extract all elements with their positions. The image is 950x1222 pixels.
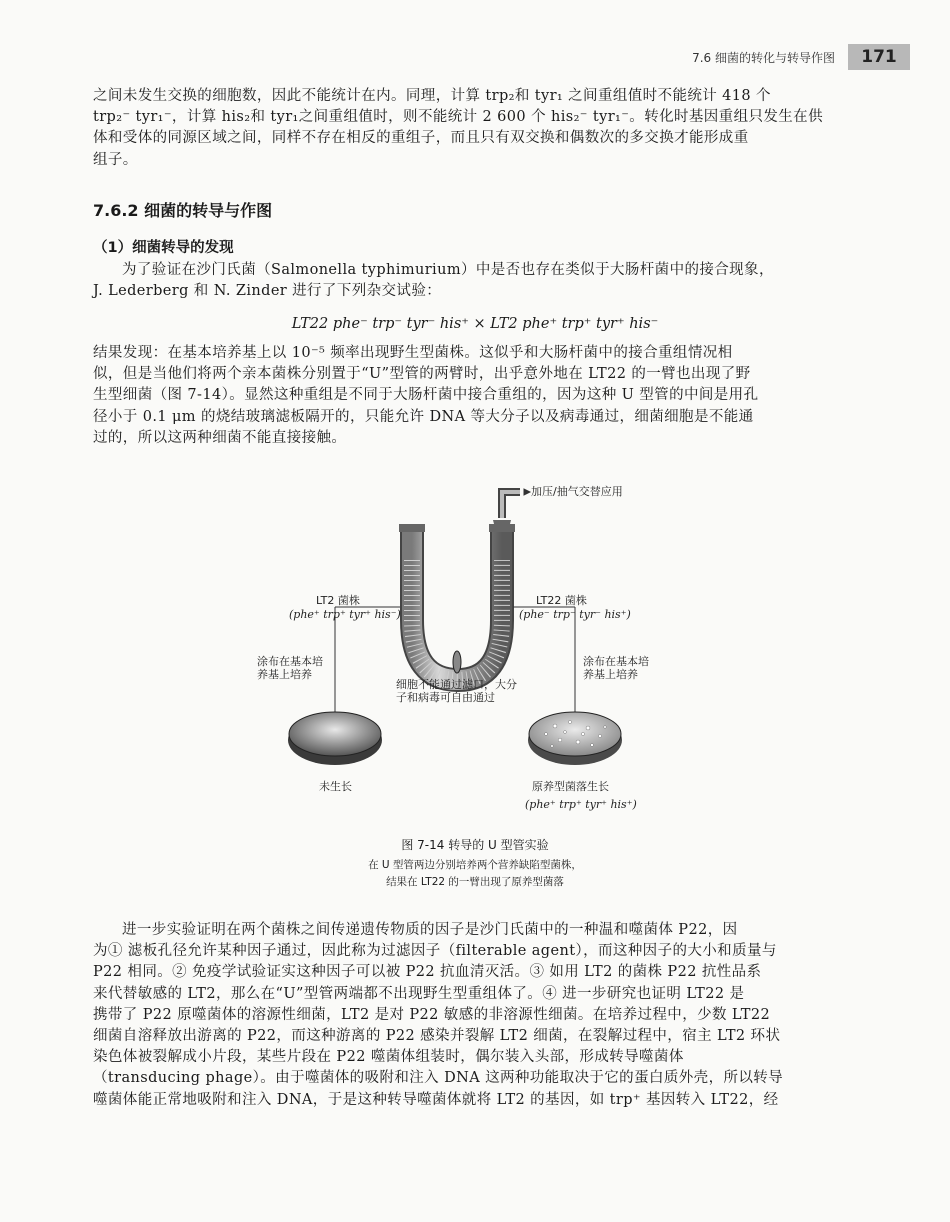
paragraph-1 bbox=[93, 86, 873, 171]
filter-label-1: 细胞不能通过滤口，大分 bbox=[396, 678, 517, 691]
running-title: 7.6 细菌的转化与转导作图 bbox=[692, 51, 835, 65]
figure-caption-line-1: 在 U 型管两边分别培养两个营养缺陷型菌株， bbox=[368, 859, 582, 871]
text-line: 组子。 bbox=[93, 151, 138, 168]
text-line: 为① 滤板孔径允许某种因子通过，因此称为过滤因子（filterable agent），而这种因子的大小和质量与 bbox=[93, 943, 777, 960]
text-line: 进一步实验证明在两个菌株之间传递遗传物质的因子是沙门氏菌中的一种温和噬菌体 P22，因 bbox=[122, 922, 738, 938]
right-result-label: 原养型菌落生长 bbox=[532, 780, 609, 793]
right-plate bbox=[528, 712, 622, 765]
text-line: 结果发现：在基本培养基上以 10⁻⁵ 频率出现野生型菌株。这似乎和大肠杆菌中的接合重组情况相 bbox=[93, 345, 733, 361]
text-line: 体和受体的同源区域之间，同样不存在相反的重组子，而且只有双交换和偶数次的多交换才能形成重 bbox=[93, 130, 749, 147]
left-result-label: 未生长 bbox=[319, 780, 352, 793]
figure-caption-title: 图 7-14 转导的 U 型管实验 bbox=[401, 838, 549, 852]
figure-7-14 bbox=[0, 470, 950, 890]
left-plate-label-1: 涂布在基本培 bbox=[257, 655, 323, 668]
text-line: 为了验证在沙门氏菌（Salmonella typhimurium）中是否也存在类似于大肠杆菌中的接合现象， bbox=[122, 262, 774, 278]
pump-label: 加压/抽气交替应用 bbox=[531, 485, 623, 498]
paragraph-4 bbox=[93, 920, 873, 1111]
paragraph-3 bbox=[93, 343, 873, 449]
text-line: 似，但是当他们将两个亲本菌株分别置于“U”型管的两臂时，出乎意外地在 LT22 的一臂也出现了野 bbox=[93, 366, 751, 383]
text-line: 来代替敏感的 LT2，那么在“U”型管两端都不出现野生型重组体了。④ 进一步研究也证明 LT22 是 bbox=[93, 985, 745, 1002]
text-line: 携带了 P22 原噬菌体的溶源性细菌，LT2 是对 P22 敏感的非溶源性细菌。在培养过程中，少数 LT22 bbox=[93, 1006, 771, 1023]
figure-caption-line-2: 结果在 LT22 的一臂出现了原养型菌落 bbox=[386, 876, 564, 888]
text-line: 生型细菌（图 7-14）。显然这种重组是不同于大肠杆菌中接合重组的，因为这种 U 型管的中间是用孔 bbox=[93, 387, 759, 404]
subsection-heading: （1）细菌转导的发现 bbox=[93, 240, 234, 256]
text-line: （transducing phage）。由于噬菌体的吸附和注入 DNA 这两种功能取决于它的蛋白质外壳，所以转导 bbox=[93, 1070, 784, 1087]
text-line: 过的，所以这两种细菌不能直接接触。 bbox=[93, 429, 347, 446]
section-heading: 7.6.2 细菌的转导与作图 bbox=[93, 201, 273, 220]
text-line: 之间未发生交换的细胞数，因此不能统计在内。同理，计算 trp₂和 tyr₁ 之间重组值时不能统计 418 个 bbox=[93, 88, 771, 104]
left-plate bbox=[288, 712, 382, 765]
left-strain-label: LT2 菌株 bbox=[316, 594, 360, 607]
text-line: trp₂⁻ tyr₁⁻，计算 his₂和 tyr₁之间重组值时，则不能统计 2 600 个 his₂⁻ tyr₁⁻。转化时基因重组只发生在供 bbox=[93, 109, 823, 126]
page-header bbox=[0, 40, 950, 80]
text-line: 染色体被裂解成小片段，某些片段在 P22 噬菌体组装时，偶尔装入头部，形成转导噬菌体 bbox=[93, 1049, 684, 1066]
cross-formula: LT22 phe⁻ trp⁻ tyr⁻ his⁺ × LT2 phe⁺ trp⁺ tyr⁺ his⁻ bbox=[291, 316, 659, 332]
filter-label-2: 子和病毒可自由通过 bbox=[396, 691, 495, 704]
text-line: 噬菌体能正常地吸附和注入 DNA，于是这种转导噬菌体就将 LT2 的基因，如 trp⁺ 基因转入 LT22，经 bbox=[93, 1091, 779, 1108]
right-result-genotype: (phe⁺ trp⁺ tyr⁺ his⁺) bbox=[525, 798, 637, 811]
right-plate-label-1: 涂布在基本培 bbox=[583, 655, 649, 668]
right-plate-label-2: 养基上培养 bbox=[583, 668, 638, 681]
left-plate-label-2: 养基上培养 bbox=[257, 668, 312, 681]
pump-tube bbox=[493, 492, 520, 532]
text-line: J. Lederberg 和 N. Zinder 进行了下列杂交试验： bbox=[93, 283, 442, 300]
text-line: 细菌自溶释放出游离的 P22，而这种游离的 P22 感染并裂解 LT2 细菌，在裂解过程中，宿主 LT2 环状 bbox=[93, 1028, 781, 1045]
text-line: P22 相同。② 免疫学试验证实这种因子可以被 P22 抗血清灭活。③ 如用 LT2 的菌株 P22 抗性品系 bbox=[93, 964, 762, 981]
left-genotype-label: (phe⁺ trp⁺ tyr⁺ his⁻) bbox=[289, 608, 401, 621]
paragraph-2 bbox=[93, 260, 873, 302]
right-strain-label: LT22 菌株 bbox=[536, 594, 587, 607]
filter-disk bbox=[453, 651, 461, 673]
right-genotype-label: (phe⁻ trp⁻ tyr⁻ his⁺) bbox=[519, 608, 631, 621]
text-line: 径小于 0.1 μm 的烧结玻璃滤板隔开的，只能允许 DNA 等大分子以及病毒通过，细菌细胞是不能通 bbox=[93, 408, 754, 425]
page-number: 171 bbox=[848, 44, 910, 70]
